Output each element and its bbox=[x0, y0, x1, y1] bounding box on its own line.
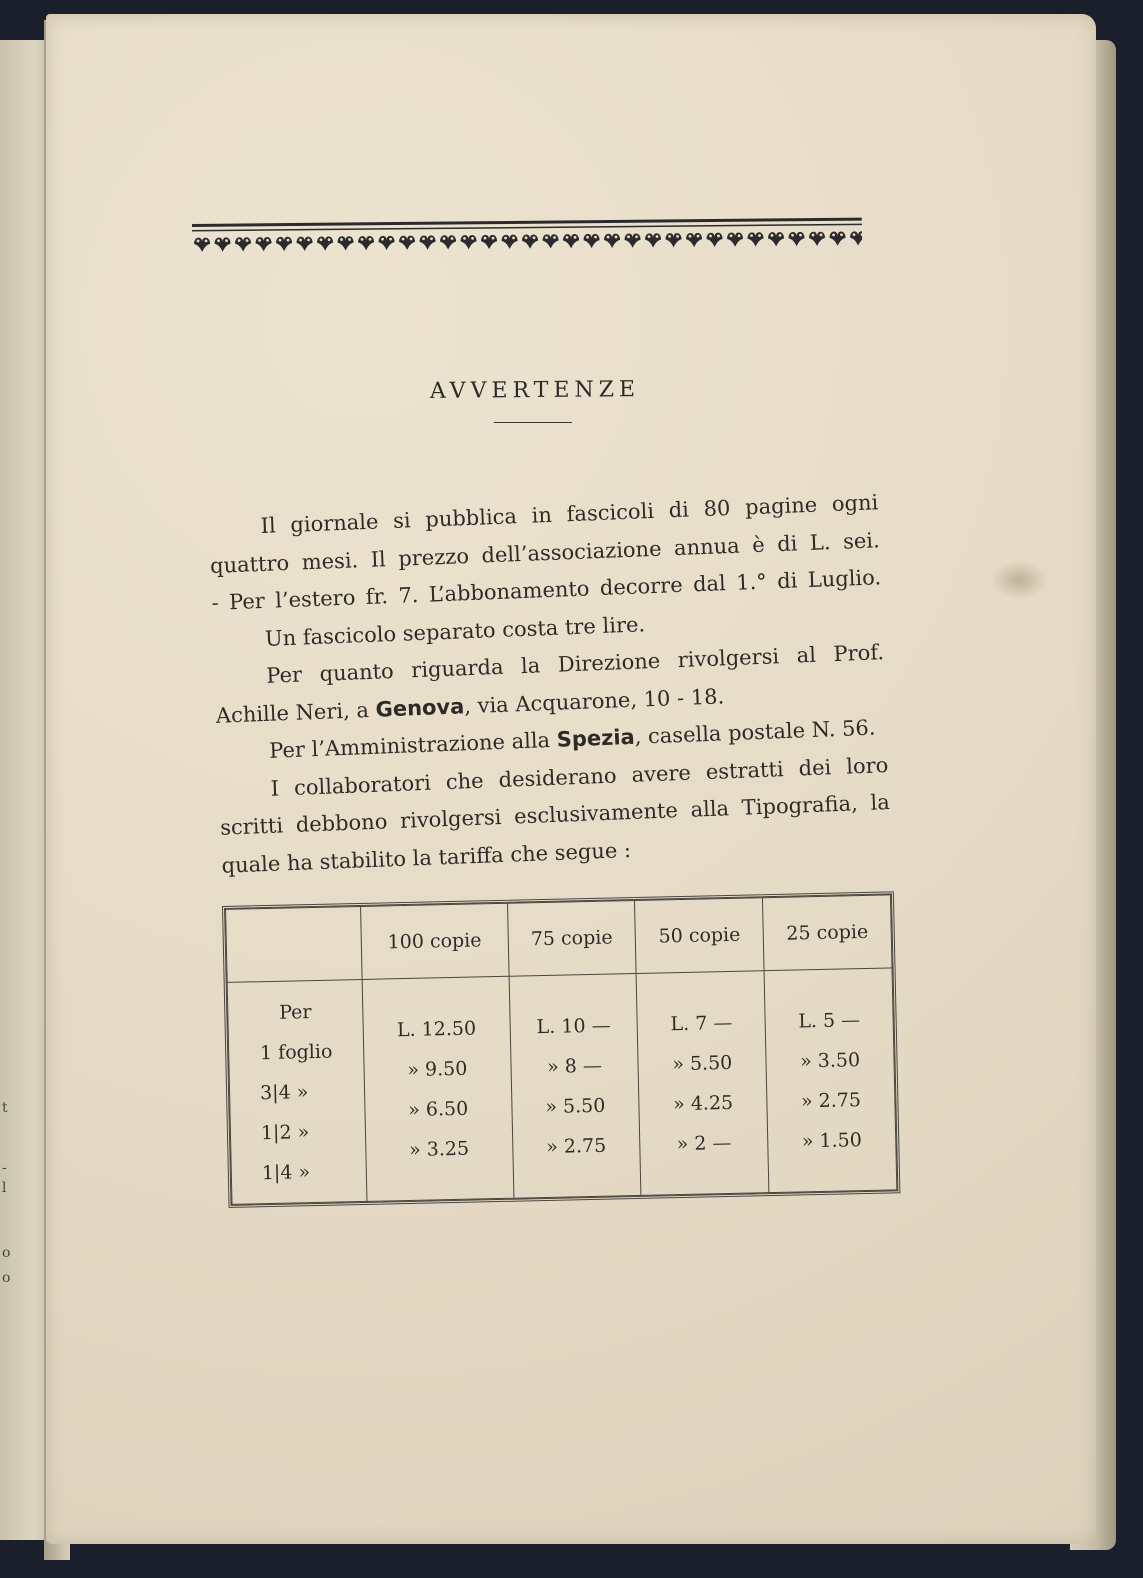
paragraph-line: Per quanto riguarda la Direzione rivolgersi al Prof. bbox=[265, 640, 885, 688]
price-column bbox=[509, 973, 642, 1198]
price-cell: L. 10 — bbox=[536, 1014, 611, 1038]
price-cell: » 1.50 bbox=[801, 1128, 863, 1152]
price-cell: L. 5 — bbox=[798, 1008, 861, 1032]
table-header: 50 copie bbox=[635, 898, 764, 974]
title-divider bbox=[494, 422, 572, 423]
price-cell: » 3.50 bbox=[799, 1048, 861, 1072]
price-cell: » 3.25 bbox=[408, 1137, 470, 1161]
paragraph-line: I collaboratori che desiderano avere estratti dei loro bbox=[270, 752, 889, 801]
paragraph-line: Il giornale si pubblica in fascicoli di 80 pagine ogni bbox=[260, 490, 879, 538]
page-title: AVVERTENZE bbox=[429, 377, 641, 404]
row-label: Per bbox=[278, 1000, 312, 1024]
price-cell: » 2 — bbox=[676, 1131, 732, 1155]
text-run: Achille Neri, a bbox=[215, 697, 377, 728]
price-column bbox=[362, 976, 513, 1201]
price-cell: » 8 — bbox=[546, 1054, 603, 1078]
row-label: 1|4 » bbox=[261, 1160, 311, 1184]
table-header: 25 copie bbox=[763, 895, 892, 971]
row-label: 1|2 » bbox=[260, 1120, 310, 1144]
text-run: Per l’Amministrazione alla bbox=[268, 727, 558, 763]
price-column bbox=[636, 971, 769, 1196]
text-run: , via Acquarone, 10 - 18. bbox=[463, 683, 725, 718]
price-cell: » 2.75 bbox=[546, 1134, 607, 1158]
paper-stain bbox=[990, 560, 1048, 600]
price-cell: » 2.75 bbox=[800, 1088, 862, 1112]
notice-text bbox=[208, 484, 892, 884]
price-cell: » 5.50 bbox=[545, 1094, 606, 1118]
price-cell: » 5.50 bbox=[672, 1051, 733, 1075]
table-header-empty bbox=[226, 906, 363, 982]
margin-glyph: t bbox=[2, 1100, 8, 1116]
price-cell: L. 7 — bbox=[670, 1011, 733, 1035]
paragraph-line: scritti debbono rivolgersi esclusivamente alla Tipografia, la bbox=[219, 790, 891, 840]
paragraph-line: quattro mesi. Il prezzo dell’associazione annua è di L. sei. bbox=[209, 527, 881, 578]
table-header: 75 copie bbox=[507, 900, 636, 976]
city-genova: Genova bbox=[375, 693, 465, 722]
city-spezia: Spezia bbox=[556, 724, 636, 752]
paragraph-line: - Per l’estero fr. 7. L’abbonamento decorre dal 1.° di Luglio. bbox=[211, 565, 882, 615]
row-labels-cell bbox=[227, 979, 367, 1204]
paragraph-line: Un fascicolo separato costa tre lire. bbox=[264, 611, 646, 651]
price-cell: » 4.25 bbox=[672, 1091, 734, 1115]
row-label: 1 foglio bbox=[259, 1040, 333, 1064]
row-label: 3|4 » bbox=[259, 1080, 309, 1104]
price-cell: » 9.50 bbox=[407, 1057, 468, 1081]
price-cell: » 6.50 bbox=[408, 1097, 469, 1121]
price-table bbox=[222, 891, 900, 1208]
margin-glyph: l bbox=[2, 1180, 7, 1196]
margin-glyph: o bbox=[2, 1245, 11, 1261]
text-run: , casella postale N. 56. bbox=[634, 715, 876, 749]
paragraph-line: quale ha stabilito la tariffa che segue : bbox=[221, 837, 632, 878]
table-header: 100 copie bbox=[361, 903, 509, 979]
price-cell: L. 12.50 bbox=[396, 1016, 477, 1041]
floral-border-icon bbox=[192, 206, 862, 258]
margin-glyph: o bbox=[2, 1270, 11, 1286]
price-column bbox=[764, 968, 897, 1193]
margin-glyph: - bbox=[2, 1160, 7, 1176]
